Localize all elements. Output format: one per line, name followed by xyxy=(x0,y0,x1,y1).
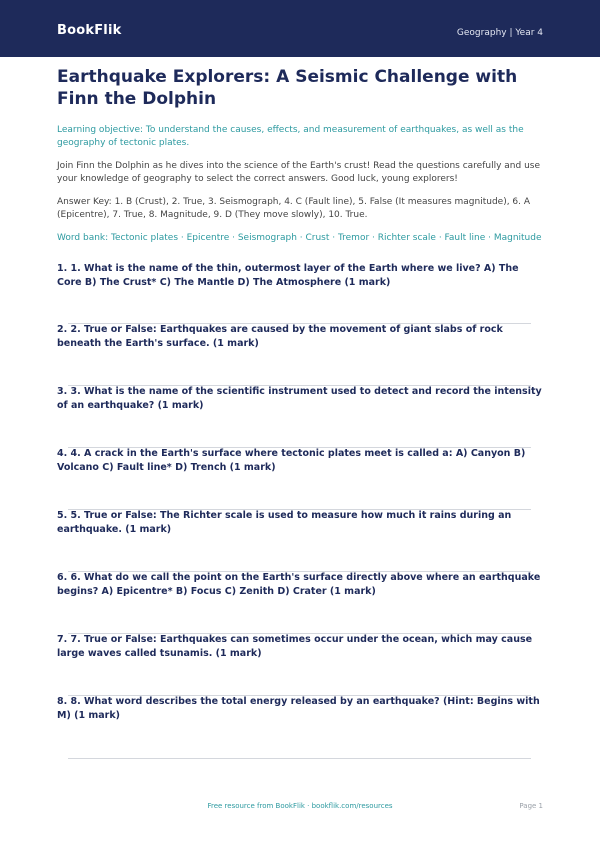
page-title: Earthquake Explorers: A Seismic Challenge with Finn the Dolphin xyxy=(57,67,518,109)
page-number: Page 1 xyxy=(519,802,543,810)
footer-link[interactable]: Free resource from BookFlik · bookflik.com/resources xyxy=(207,802,393,810)
brand-logo[interactable]: BookFlik xyxy=(57,23,122,38)
intro-section xyxy=(57,66,543,245)
question-text: 5. 5. True or False: The Richter scale is used to measure how much it rains during an earthquake. (1 mark) xyxy=(57,510,512,535)
question-text: 1. 1. What is the name of the thin, outermost layer of the Earth where we live? A) The Core B) The Crust* C) The Mantle D) The Atmosphere (1 mark) xyxy=(57,263,519,288)
question-text: 7. 7. True or False: Earthquakes can sometimes occur under the ocean, which may cause large waves called tsunamis. (1 mark) xyxy=(57,634,533,659)
question-text: 2. 2. True or False: Earthquakes are caused by the movement of giant slabs of rock beneath the Earth's surface. (1 mark) xyxy=(57,324,503,349)
question-1 xyxy=(57,262,543,290)
intro-text: Join Finn the Dolphin as he dives into the science of the Earth's crust! Read the questions carefully and use your knowledge of geography to select the correct answers. Good luck, young explorers! xyxy=(57,161,541,184)
question-text: 3. 3. What is the name of the scientific instrument used to detect and record the intensity of an earthquake? (1 mark) xyxy=(57,386,542,411)
question-5 xyxy=(57,509,543,537)
question-4 xyxy=(57,447,543,475)
question-text: 8. 8. What word describes the total energy released by an earthquake? (Hint: Begins with M) (1 mark) xyxy=(57,696,540,721)
question-6 xyxy=(57,571,543,599)
question-2 xyxy=(57,323,543,351)
question-7 xyxy=(57,633,543,661)
header-bar xyxy=(0,0,600,57)
question-text: 6. 6. What do we call the point on the Earth's surface directly above where an earthquake begins? A) Epicentre* B) Focus C) Zenith D) Crater (1 mark) xyxy=(57,572,541,597)
question-3 xyxy=(57,385,543,413)
answer-line[interactable] xyxy=(68,758,531,759)
question-8 xyxy=(57,695,543,723)
answer-key: Answer Key: 1. B (Crust), 2. True, 3. Seismograph, 4. C (Fault line), 5. False (It measures magnitude), 6. A (Epicentre), 7. True, 8. Magnitude, 9. D (They move slowly), 10. True. xyxy=(57,197,531,220)
word-bank: Word bank: Tectonic plates · Epicentre · Seismograph · Crust · Tremor · Richter scale · Fault line · Magnitude xyxy=(57,233,542,243)
question-text: 4. 4. A crack in the Earth's surface where tectonic plates meet is called a: A) Canyon B) Volcano C) Fault line* D) Trench (1 mark) xyxy=(57,448,526,473)
learning-objective: Learning objective: To understand the causes, effects, and measurement of earthquakes, as well as the geography of tectonic plates. xyxy=(57,125,524,148)
subject-label: Geography | Year 4 xyxy=(456,28,543,38)
